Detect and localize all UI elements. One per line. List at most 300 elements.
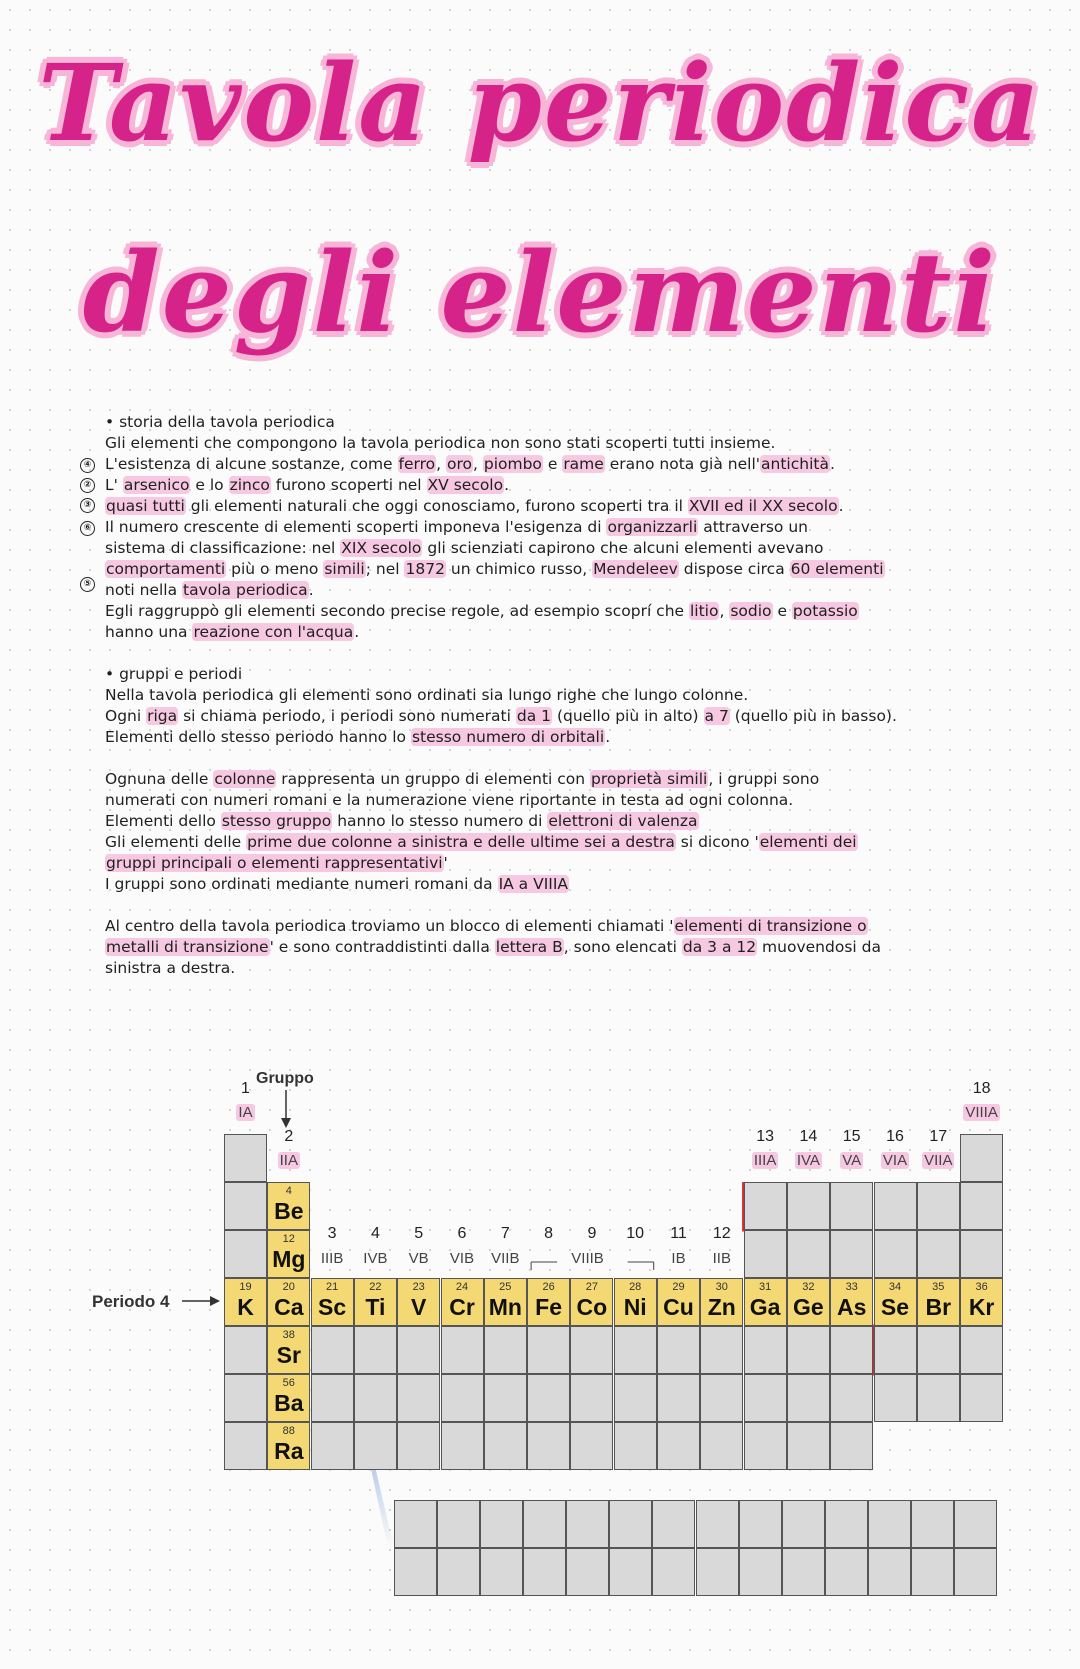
atomic-number: 30 — [715, 1281, 728, 1293]
marker-4: ④ — [80, 458, 95, 473]
f-block-cell — [696, 1500, 739, 1548]
empty-cell — [744, 1182, 787, 1230]
highlight: a 7 — [704, 707, 729, 725]
empty-cell — [397, 1326, 440, 1374]
f-block-cell — [868, 1500, 911, 1548]
element-symbol: Fe — [535, 1294, 563, 1320]
text: e — [772, 602, 792, 620]
empty-cell — [311, 1374, 354, 1422]
element-sr — [267, 1326, 310, 1374]
highlight: proprietà simili — [591, 770, 708, 788]
empty-cell — [441, 1326, 484, 1374]
roman-text: IIIB — [320, 1250, 344, 1267]
empty-cell — [830, 1326, 873, 1374]
f-block-cell — [782, 1500, 825, 1548]
transition-line — [105, 916, 985, 937]
highlight: riga — [147, 707, 178, 725]
highlight: da 3 a 12 — [682, 938, 757, 956]
text: sistema di classificazione: nel — [105, 539, 341, 557]
roman-text: VIB — [449, 1250, 475, 1267]
element-symbol: Ga — [749, 1294, 781, 1320]
text: muovendosi da — [757, 938, 881, 956]
group-roman-label — [700, 1250, 743, 1267]
empty-cell — [311, 1326, 354, 1374]
highlight: gruppi principali o elementi rappresentativi — [106, 854, 443, 872]
empty-cell — [570, 1374, 613, 1422]
empty-cell — [224, 1326, 267, 1374]
f-block-cell — [868, 1548, 911, 1596]
f-block-cell — [480, 1548, 523, 1596]
group-roman-label — [484, 1250, 527, 1267]
highlight: reazione con l'acqua — [193, 623, 354, 641]
history-line — [105, 496, 985, 517]
highlight: organizzarli — [607, 518, 698, 536]
element-symbol: V — [411, 1294, 427, 1320]
group-roman-label — [917, 1152, 960, 1169]
empty-cell — [787, 1230, 830, 1278]
atomic-number: 21 — [325, 1281, 339, 1293]
groups-heading: • gruppi e periodi — [105, 665, 243, 683]
history-line — [105, 622, 985, 643]
f-block-cell — [652, 1548, 695, 1596]
group-number: 14 — [799, 1128, 818, 1145]
highlight: oro — [447, 455, 472, 473]
element-ti — [354, 1278, 397, 1326]
gruppo-arrowhead — [281, 1118, 291, 1128]
columns-line — [105, 832, 985, 853]
element-ca — [267, 1278, 310, 1326]
highlight: tavola periodica — [183, 581, 308, 599]
element-symbol: Zn — [707, 1294, 736, 1320]
text: gli scienziati capirono che alcuni elementi avevano — [422, 539, 824, 557]
f-block-cell — [394, 1548, 437, 1596]
history-line — [105, 559, 985, 580]
highlight: stesso gruppo — [221, 812, 332, 830]
highlight: ferro — [398, 455, 436, 473]
element-mg — [267, 1230, 310, 1278]
highlight: rame — [563, 455, 604, 473]
text: rappresenta un gruppo di elementi con — [276, 770, 591, 788]
element-symbol: Be — [274, 1198, 304, 1224]
page-title-line1: Tavola periodica — [38, 40, 1042, 165]
empty-cell — [354, 1422, 397, 1470]
highlight: elementi di transizione o — [674, 917, 867, 935]
history-line — [105, 538, 985, 559]
highlight: piombo — [483, 455, 542, 473]
element-ba — [267, 1374, 310, 1422]
empty-cell — [354, 1326, 397, 1374]
highlight: colonne — [214, 770, 276, 788]
roman-text: VIA — [882, 1152, 908, 1169]
empty-cell — [874, 1182, 917, 1230]
group-roman-label — [744, 1152, 787, 1169]
element-symbol: Sc — [318, 1294, 347, 1320]
group-number: 5 — [414, 1225, 424, 1242]
group-roman-label — [354, 1250, 397, 1267]
f-block-cell — [566, 1548, 609, 1596]
group-roman-label — [441, 1250, 484, 1267]
f-block-cell — [782, 1548, 825, 1596]
text: erano nota già nell' — [604, 455, 761, 473]
empty-cell — [441, 1374, 484, 1422]
f-block-cell — [523, 1500, 566, 1548]
atomic-number: 32 — [802, 1281, 815, 1293]
text: gli elementi naturali che oggi conosciamo, furono scoperti tra il — [185, 497, 688, 515]
text: un chimico russo, — [445, 560, 593, 578]
element-symbol: Mn — [488, 1294, 522, 1320]
columns-line — [105, 874, 985, 895]
element-symbol: Br — [925, 1294, 952, 1320]
empty-cell — [484, 1326, 527, 1374]
text: e — [542, 455, 563, 473]
columns-line — [105, 811, 985, 832]
atomic-number: 24 — [455, 1281, 469, 1293]
element-ra — [267, 1422, 310, 1470]
atomic-number: 88 — [282, 1425, 295, 1437]
marker-6: ⑥ — [80, 521, 95, 536]
text: , sono elencati — [563, 938, 682, 956]
group-roman-label — [311, 1250, 354, 1267]
group-number: 10 — [626, 1225, 645, 1242]
empty-cell — [874, 1326, 917, 1374]
group-number: 3 — [327, 1225, 337, 1242]
roman-text: VA — [842, 1152, 862, 1169]
group-number: 13 — [756, 1128, 774, 1145]
element-symbol: Ni — [623, 1294, 647, 1320]
highlight: zinco — [229, 476, 270, 494]
text: , i gruppi sono — [708, 770, 820, 788]
group-roman-label — [397, 1250, 440, 1267]
group-number: 11 — [670, 1225, 687, 1242]
marker-2: ② — [80, 478, 95, 493]
empty-cell — [397, 1422, 440, 1470]
highlight: arsenico — [123, 476, 190, 494]
groups-line — [105, 706, 985, 727]
highlight: XV secolo — [427, 476, 504, 494]
roman-text: IVB — [363, 1250, 388, 1267]
history-line — [105, 454, 985, 475]
element-co — [570, 1278, 613, 1326]
atomic-number: 34 — [888, 1281, 902, 1293]
empty-cell — [397, 1374, 440, 1422]
text: . — [354, 623, 360, 641]
highlight: comportamenti — [106, 560, 226, 578]
page-title-line2: degli elementi — [82, 228, 998, 357]
empty-cell — [354, 1374, 397, 1422]
text: Il numero crescente di elementi scoperti imponeva l'esigenza di — [105, 518, 607, 536]
element-symbol: Ca — [274, 1294, 304, 1320]
highlight: XIX secolo — [341, 539, 422, 557]
text: hanno lo stesso numero di — [332, 812, 548, 830]
columns-line — [105, 853, 985, 874]
metal-nonmetal-line — [744, 1182, 917, 1422]
text: . — [504, 476, 510, 494]
text: e lo — [190, 476, 229, 494]
text: I gruppi sono ordinati mediante numeri romani da — [105, 875, 498, 893]
empty-cell — [614, 1422, 657, 1470]
atomic-number: 56 — [282, 1377, 295, 1389]
atomic-number: 35 — [932, 1281, 945, 1293]
text: Egli raggruppò gli elementi secondo precise regole, ad esempio scoprí che — [105, 602, 689, 620]
f-block-cell — [739, 1500, 782, 1548]
element-ga — [744, 1278, 787, 1326]
element-symbol: Ge — [793, 1294, 824, 1320]
empty-cell — [830, 1230, 873, 1278]
atomic-number: 25 — [499, 1281, 512, 1293]
element-se — [874, 1278, 917, 1326]
history-heading: • storia della tavola periodica — [105, 413, 335, 431]
text: . — [838, 497, 844, 515]
f-block-cell — [566, 1500, 609, 1548]
empty-cell — [570, 1422, 613, 1470]
group-number: 4 — [370, 1225, 380, 1242]
empty-cell — [224, 1134, 267, 1182]
text: Elementi dello — [105, 812, 221, 830]
f-block-cell — [954, 1548, 997, 1596]
highlight: XVII ed il XX secolo — [688, 497, 838, 515]
text: , — [473, 455, 483, 473]
empty-cell — [570, 1326, 613, 1374]
text: (quello più in basso). — [729, 707, 897, 725]
empty-cell — [527, 1374, 570, 1422]
element-sc — [311, 1278, 354, 1326]
highlight: quasi tutti — [106, 497, 185, 515]
history-line — [105, 517, 985, 538]
element-kr — [960, 1278, 1003, 1326]
atomic-number: 20 — [282, 1281, 295, 1293]
empty-cell — [700, 1422, 743, 1470]
group-number: 18 — [972, 1080, 991, 1097]
f-block-cell — [825, 1500, 868, 1548]
element-symbol: Mg — [272, 1246, 306, 1272]
text: si chiama periodo, i periodi sono numerati — [178, 707, 516, 725]
empty-cell — [657, 1374, 700, 1422]
empty-cell — [874, 1230, 917, 1278]
empty-cell — [917, 1182, 960, 1230]
text: L' — [105, 476, 123, 494]
element-symbol: Se — [880, 1294, 910, 1320]
element-symbol: Sr — [276, 1342, 301, 1368]
f-block-connector — [351, 1374, 394, 1548]
group-number: 9 — [587, 1225, 597, 1242]
element-ni — [614, 1278, 657, 1326]
atomic-number: 38 — [282, 1329, 295, 1341]
group-number: 8 — [544, 1225, 554, 1242]
f-block-cell — [652, 1500, 695, 1548]
empty-cell — [830, 1182, 873, 1230]
group-roman-label — [874, 1152, 917, 1169]
f-block-cell — [911, 1548, 954, 1596]
element-as — [830, 1278, 873, 1326]
empty-cell — [917, 1326, 960, 1374]
roman-text: IVA — [796, 1152, 820, 1169]
text: ' e sono contraddistinti dalla — [269, 938, 495, 956]
group-number: 17 — [929, 1128, 948, 1145]
empty-cell — [830, 1422, 873, 1470]
text: Elementi dello stesso periodo hanno lo — [105, 728, 411, 746]
roman-text: IIIA — [753, 1152, 777, 1169]
highlight: elementi dei — [759, 833, 857, 851]
f-block-cell — [609, 1548, 652, 1596]
atomic-number: 19 — [239, 1281, 252, 1293]
empty-cell — [917, 1374, 960, 1422]
text: più o meno — [226, 560, 324, 578]
empty-cell — [830, 1374, 873, 1422]
atomic-number: 33 — [845, 1281, 858, 1293]
f-block-cell — [437, 1500, 480, 1548]
group-number: 15 — [842, 1128, 861, 1145]
text: . — [308, 581, 314, 599]
history-intro: Gli elementi che compongono la tavola periodica non sono stati scoperti tutti insieme. — [105, 434, 776, 452]
empty-cell — [700, 1374, 743, 1422]
empty-cell — [700, 1326, 743, 1374]
text: attraverso un — [698, 518, 808, 536]
group-roman-label — [224, 1104, 267, 1121]
element-fe — [527, 1278, 570, 1326]
atomic-number: 28 — [629, 1281, 642, 1293]
empty-cell — [787, 1422, 830, 1470]
atomic-number: 26 — [542, 1281, 555, 1293]
empty-cell — [614, 1326, 657, 1374]
f-block-cell — [825, 1548, 868, 1596]
f-block-cell — [609, 1500, 652, 1548]
element-zn — [700, 1278, 743, 1326]
empty-cell — [224, 1374, 267, 1422]
element-cu — [657, 1278, 700, 1326]
groups-line — [105, 727, 985, 748]
f-block-cell — [696, 1548, 739, 1596]
roman-text: VIIIB — [571, 1250, 604, 1267]
element-symbol: Cu — [663, 1294, 694, 1320]
highlight: litio — [689, 602, 719, 620]
element-ge — [787, 1278, 830, 1326]
text: (quello più in alto) — [552, 707, 704, 725]
f-block-cell — [480, 1500, 523, 1548]
empty-cell — [657, 1422, 700, 1470]
marker-5: ⑤ — [80, 577, 95, 592]
transition-line — [105, 937, 985, 958]
history-line — [105, 601, 985, 622]
element-symbol: Ba — [274, 1390, 304, 1416]
empty-cell — [874, 1374, 917, 1422]
atomic-number: 27 — [585, 1281, 599, 1293]
text: Al centro della tavola periodica troviamo un blocco di elementi chiamati ' — [105, 917, 674, 935]
roman-text: IB — [671, 1250, 686, 1267]
highlight: stesso numero di orbitali — [411, 728, 605, 746]
highlight: da 1 — [516, 707, 552, 725]
highlight: antichità — [761, 455, 829, 473]
atomic-number: 23 — [412, 1281, 425, 1293]
element-symbol: Kr — [968, 1294, 995, 1320]
empty-cell — [527, 1422, 570, 1470]
empty-cell — [960, 1374, 1003, 1422]
roman-text: IA — [238, 1104, 253, 1121]
element-symbol: Cr — [449, 1294, 475, 1320]
roman-text: IIA — [279, 1152, 298, 1169]
columns-line — [105, 769, 985, 790]
atomic-number: 4 — [285, 1185, 292, 1197]
atomic-number: 36 — [975, 1281, 988, 1293]
text: si dicono ' — [675, 833, 759, 851]
highlight: potassio — [792, 602, 858, 620]
empty-cell — [484, 1422, 527, 1470]
atomic-number: 31 — [758, 1281, 772, 1293]
text: ' — [443, 854, 448, 872]
atomic-number: 29 — [672, 1281, 685, 1293]
empty-cell — [787, 1182, 830, 1230]
element-symbol: Co — [576, 1294, 608, 1320]
element-symbol: Ra — [274, 1438, 304, 1464]
f-block-cell — [523, 1548, 566, 1596]
text: Ogni — [105, 707, 147, 725]
f-block-cell — [739, 1548, 782, 1596]
highlight: Mendeleev — [593, 560, 678, 578]
group-roman-label — [830, 1152, 873, 1169]
periodo-label: Periodo 4 — [92, 1292, 170, 1311]
atomic-number: 22 — [369, 1281, 382, 1293]
group-number: 6 — [457, 1225, 467, 1242]
columns-line: numerati con numeri romani e la numerazione viene riportante in testa ad ogni colonna. — [105, 791, 794, 809]
f-block-cell — [394, 1500, 437, 1548]
text: furono scoperti nel — [270, 476, 427, 494]
group-roman-label — [787, 1152, 830, 1169]
atomic-number: 12 — [282, 1233, 295, 1245]
empty-cell — [960, 1134, 1003, 1182]
group-number: 12 — [712, 1225, 731, 1242]
gruppo-label: Gruppo — [256, 1070, 314, 1087]
element-mn — [484, 1278, 527, 1326]
group-number: 7 — [500, 1225, 510, 1242]
text: ; nel — [365, 560, 405, 578]
group-number: 2 — [284, 1128, 294, 1145]
empty-cell — [311, 1422, 354, 1470]
empty-cell — [960, 1326, 1003, 1374]
text: noti nella — [105, 581, 183, 599]
roman-text: VB — [408, 1250, 429, 1267]
empty-cell — [614, 1374, 657, 1422]
element-cr — [441, 1278, 484, 1326]
text: L'esistenza di alcune sostanze, come — [105, 455, 398, 473]
highlight: elettroni di valenza — [548, 812, 698, 830]
empty-cell — [917, 1230, 960, 1278]
text: Ognuna delle — [105, 770, 214, 788]
empty-cell — [224, 1182, 267, 1230]
notes-text — [105, 412, 985, 979]
roman-text: IIB — [712, 1250, 731, 1267]
empty-cell — [441, 1422, 484, 1470]
roman-text: VIIIA — [965, 1104, 998, 1121]
history-line — [105, 475, 985, 496]
highlight: simili — [324, 560, 365, 578]
highlight: metalli di transizione — [106, 938, 269, 956]
empty-cell — [744, 1422, 787, 1470]
empty-cell — [224, 1422, 267, 1470]
transition-line: sinistra a destra. — [105, 959, 236, 977]
text: Gli elementi delle — [105, 833, 247, 851]
group-roman-label — [267, 1152, 310, 1169]
history-line — [105, 580, 985, 601]
f-block-cell — [911, 1500, 954, 1548]
element-symbol: Ti — [365, 1294, 386, 1320]
empty-cell — [744, 1326, 787, 1374]
highlight: prime due colonne a sinistra e delle ultime sei a destra — [247, 833, 675, 851]
highlight: 1872 — [405, 560, 445, 578]
marker-3: ③ — [80, 498, 95, 513]
text: dispose circa — [678, 560, 790, 578]
group-number: 16 — [886, 1128, 904, 1145]
periodo-arrowhead — [210, 1296, 220, 1306]
group-roman-label — [657, 1250, 700, 1267]
